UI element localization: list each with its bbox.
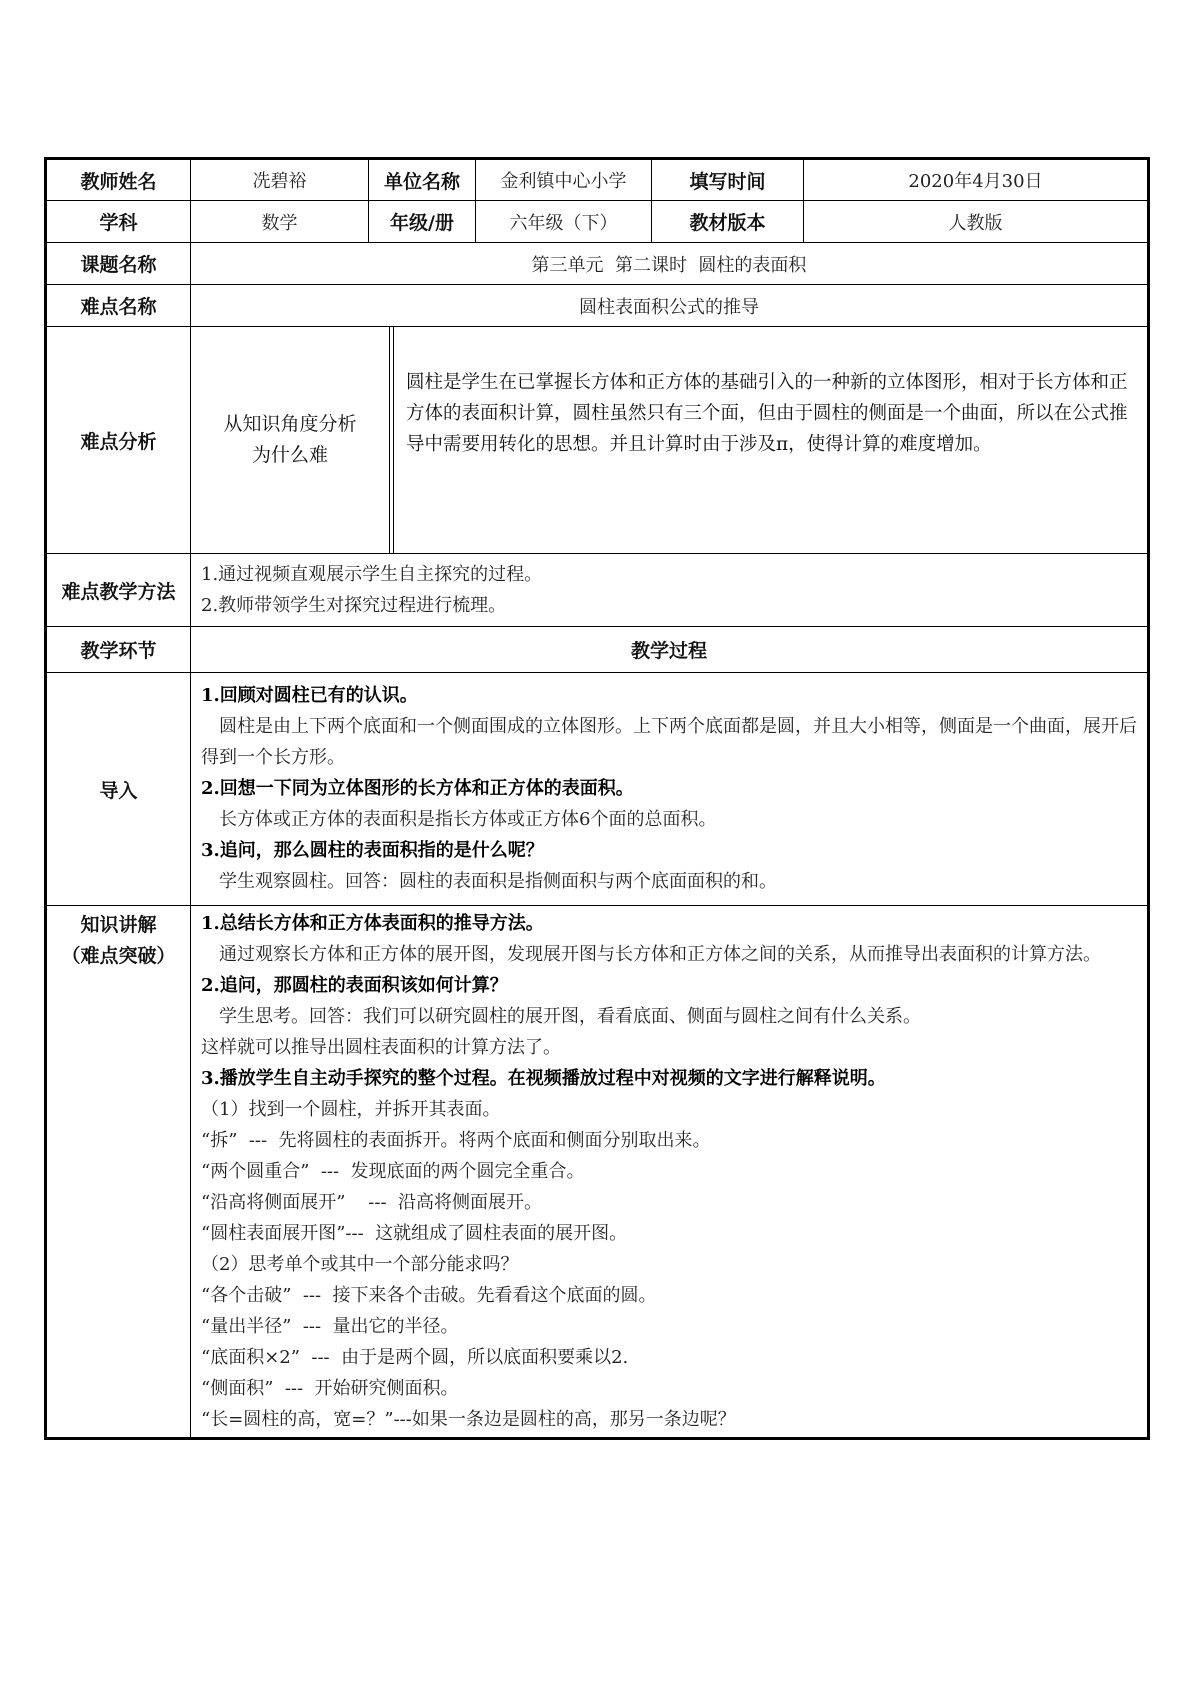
lesson-plan-sheet [44,157,1147,1440]
teacher-value: 冼碧裕 [191,159,369,201]
intro-heading-1: 1.回顾对圆柱已有的认识。 [201,684,418,706]
knowledge-paragraph-2a: 学生思考。回答：我们可以研究圆柱的展开图，看看底面、侧面与圆柱之间有什么关系。 [219,1006,921,1027]
method-label: 难点教学方法 [46,554,191,627]
method-cell [191,554,1149,627]
intro-cell [191,673,1149,906]
topic-label: 课题名称 [46,243,191,285]
header-row-1 [46,159,1149,201]
lesson-plan-table [44,157,1150,1440]
knowledge-heading-2: 2.追问，那圆柱的表面积该如何计算？ [201,975,508,996]
knowledge-label [46,906,191,1439]
analysis-sub-label-line2: 为什么难 [251,444,328,466]
analysis-text: 圆柱是学生在已掌握长方体和正方体的基础引入的一种新的立体图形，相对于长方体和正方体的表面积计算，圆柱虽然只有三个面，但由于圆柱的侧面是一个曲面，所以在公式推导中需要用转化的思想。并且计算时由于涉及π，使得计算的难度增加。 [393,327,1147,553]
header-row-2 [46,201,1149,243]
grade-label: 年级/册 [369,201,476,243]
knowledge-line: “长=圆柱的高，宽=？”---如果一条边是圆柱的高，那另一条边呢？ [201,1409,736,1430]
method-line-2: 2.教师带领学生对探究过程进行梳理。 [201,595,507,616]
knowledge-line: （1）找到一个圆柱，并拆开其表面。 [201,1099,501,1120]
knowledge-line: “各个击破” --- 接下来各个击破。先看看这个底面的圆。 [201,1285,657,1306]
knowledge-line: “量出半径” --- 量出它的半径。 [201,1316,459,1337]
analysis-sub-label-line1: 从知识角度分析 [223,413,357,435]
knowledge-row [46,906,1149,1439]
knowledge-heading-3: 3.播放学生自主动手探究的整个过程。在视频播放过程中对视频的文字进行解释说明。 [201,1068,886,1089]
unit-value: 金利镇中心小学 [476,159,652,201]
analysis-cell [191,327,1149,554]
knowledge-line: “沿高将侧面展开” --- 沿高将侧面展开。 [201,1192,542,1213]
process-header-left: 教学环节 [46,627,191,673]
knowledge-label-line1: 知识讲解 [80,914,157,936]
difficulty-row [46,285,1149,327]
intro-label: 导入 [46,673,191,906]
analysis-row [46,327,1149,554]
knowledge-heading-1: 1.总结长方体和正方体表面积的推导方法。 [201,913,544,934]
method-line-1: 1.通过视频直观展示学生自主探究的过程。 [201,564,543,585]
topic-row [46,243,1149,285]
intro-heading-2: 2.回想一下同为立体图形的长方体和正方体的表面积。 [201,777,634,799]
knowledge-cell [191,906,1149,1439]
knowledge-paragraph-2b: 这样就可以推导出圆柱表面积的计算方法了。 [201,1037,561,1058]
topic-value: 第三单元 第二课时 圆柱的表面积 [191,243,1149,285]
teacher-label: 教师姓名 [46,159,191,201]
knowledge-line: “拆” --- 先将圆柱的表面拆开。将两个底面和侧面分别取出来。 [201,1130,711,1151]
unit-label: 单位名称 [369,159,476,201]
knowledge-paragraph-1: 通过观察长方体和正方体的展开图，发现展开图与长方体和正方体之间的关系，从而推导出表面积的计算方法。 [219,944,1101,965]
knowledge-line: “两个圆重合” --- 发现底面的两个圆完全重合。 [201,1161,585,1182]
difficulty-label: 难点名称 [46,285,191,327]
intro-paragraph-2: 长方体或正方体的表面积是指长方体或正方体6个面的总面积。 [219,808,717,830]
knowledge-label-line2: （难点突破） [61,945,176,967]
intro-heading-3: 3.追问，那么圆柱的表面积指的是什么呢？ [201,839,544,861]
process-header-row [46,627,1149,673]
date-label: 填写时间 [652,159,804,201]
difficulty-value: 圆柱表面积公式的推导 [191,285,1149,327]
knowledge-line: “圆柱表面展开图”--- 这就组成了圆柱表面的展开图。 [201,1223,628,1244]
analysis-sub-label [191,327,390,553]
intro-paragraph-3: 学生观察圆柱。回答：圆柱的表面积是指侧面积与两个底面面积的和。 [219,870,777,892]
knowledge-line: “底面积×2” --- 由于是两个圆，所以底面积要乘以2. [201,1347,629,1368]
subject-label: 学科 [46,201,191,243]
knowledge-line: “侧面积” --- 开始研究侧面积。 [201,1378,459,1399]
grade-value: 六年级（下） [476,201,652,243]
knowledge-line: （2）思考单个或其中一个部分能求吗？ [201,1254,519,1275]
edition-label: 教材版本 [652,201,804,243]
intro-row [46,673,1149,906]
analysis-label: 难点分析 [46,327,191,554]
date-value: 2020年4月30日 [804,159,1149,201]
method-row [46,554,1149,627]
intro-paragraph-1: 圆柱是由上下两个底面和一个侧面围成的立体图形。上下两个底面都是圆，并且大小相等，侧面是一个曲面，展开后得到一个长方形。 [201,715,1137,768]
subject-value: 数学 [191,201,369,243]
edition-value: 人教版 [804,201,1149,243]
process-header-right: 教学过程 [191,627,1149,673]
